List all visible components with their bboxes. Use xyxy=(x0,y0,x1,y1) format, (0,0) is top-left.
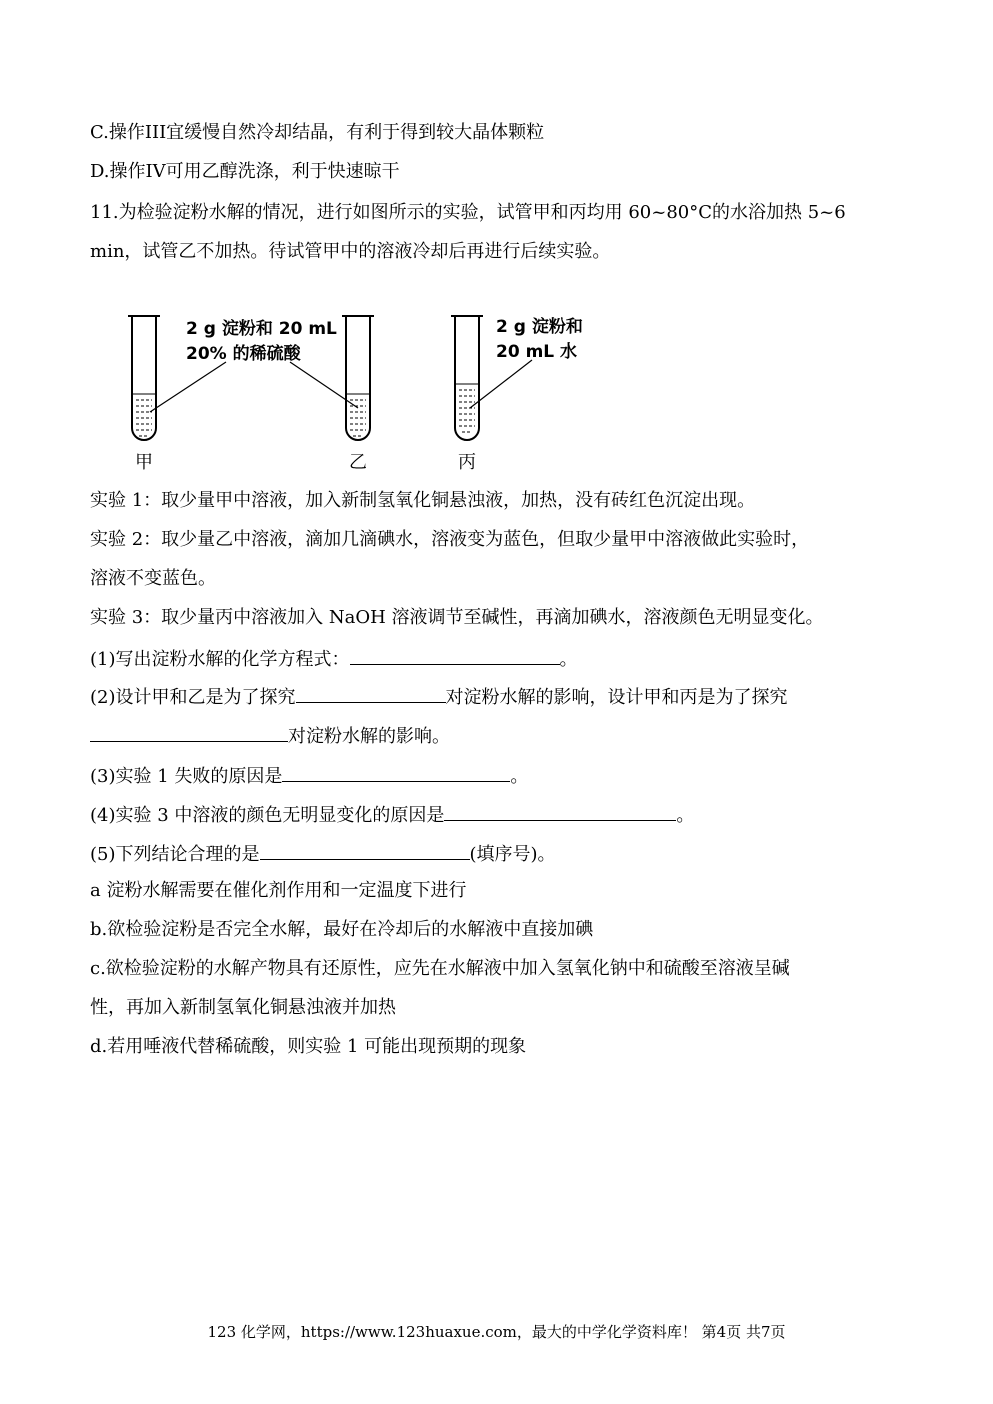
sub-question-3-text: (3)实验 1 失败的原因是 xyxy=(90,766,283,787)
answer-blank-5[interactable] xyxy=(260,841,470,860)
answer-blank-4[interactable] xyxy=(444,802,676,821)
sub-question-1-end: 。 xyxy=(559,649,578,670)
sub-question-4 xyxy=(90,802,694,828)
answer-blank-3[interactable] xyxy=(282,763,510,782)
test-tube-figure xyxy=(118,300,618,480)
experiment-1: 实验 1：取少量甲中溶液，加入新制氢氧化铜悬浊液，加热，没有砖红色沉淀出现。 xyxy=(90,490,756,511)
sub-question-2-line1 xyxy=(90,684,788,710)
experiment-3: 实验 3：取少量丙中溶液加入 NaOH 溶液调节至碱性，再滴加碘水，溶液颜色无明显变化。 xyxy=(90,607,824,628)
sub-question-4-text: (4)实验 3 中溶液的颜色无明显变化的原因是 xyxy=(90,805,445,826)
question-11-stem-line2: min，试管乙不加热。待试管甲中的溶液冷却后再进行后续实验。 xyxy=(90,241,611,262)
sub-question-1-text: (1)写出淀粉水解的化学方程式： xyxy=(90,649,350,670)
choice-c-line1: c.欲检验淀粉的水解产物具有还原性，应先在水解液中加入氢氧化钠中和硫酸至溶液呈碱 xyxy=(90,958,790,979)
choice-d: d.若用唾液代替稀硫酸，则实验 1 可能出现预期的现象 xyxy=(90,1036,527,1057)
tube-bing-glass xyxy=(451,316,483,440)
sub-question-1 xyxy=(90,646,578,672)
sub-question-4-end: 。 xyxy=(676,805,695,826)
choice-b: b.欲检验淀粉是否完全水解，最好在冷却后的水解液中直接加碘 xyxy=(90,919,594,940)
label-jia-line1: 2 g 淀粉和 20 mL xyxy=(186,319,337,339)
sub-question-3-end: 。 xyxy=(510,766,529,787)
answer-blank-1[interactable] xyxy=(350,646,560,665)
label-jia-line2: 20% 的稀硫酸 xyxy=(186,344,301,364)
label-bing-line1: 2 g 淀粉和 xyxy=(496,317,583,337)
sub-question-2-middle: 对淀粉水解的影响，设计甲和丙是为了探究 xyxy=(445,687,788,708)
choice-c-line2: 性，再加入新制氢氧化铜悬浊液并加热 xyxy=(90,997,396,1018)
answer-blank-2a[interactable] xyxy=(296,684,446,703)
tube-name-jia: 甲 xyxy=(135,452,153,473)
sub-question-2-end: 对淀粉水解的影响。 xyxy=(288,726,450,747)
tube-name-bing: 丙 xyxy=(458,452,476,473)
choice-a: a 淀粉水解需要在催化剂作用和一定温度下进行 xyxy=(90,880,467,901)
sub-question-3 xyxy=(90,763,528,789)
sub-question-5 xyxy=(90,841,556,867)
sub-question-5-text: (5)下列结论合理的是 xyxy=(90,844,260,865)
page-footer: 123 化学网，https://www.123huaxue.com，最大的中学化学资料库！ 第4页 共7页 xyxy=(207,1323,786,1341)
label-leader-lines xyxy=(150,360,532,412)
option-c: C.操作III宜缓慢自然冷却结晶，有利于得到较大晶体颗粒 xyxy=(90,122,545,143)
tube-jia-liquid xyxy=(132,394,156,436)
tube-yi-glass xyxy=(342,316,374,440)
option-d: D.操作IV可用乙醇洗涤，利于快速晾干 xyxy=(90,161,400,182)
answer-blank-2b[interactable] xyxy=(90,723,288,742)
tube-bing-liquid xyxy=(455,384,479,432)
question-11-stem-line1: 11.为检验淀粉水解的情况，进行如图所示的实验，试管甲和丙均用 60~80°C的水浴加热 5~6 xyxy=(90,202,846,223)
sub-question-2-line2 xyxy=(90,723,450,749)
label-bing-line2: 20 mL 水 xyxy=(496,342,578,362)
sub-question-5-end: (填序号)。 xyxy=(469,844,556,865)
tube-jia-glass xyxy=(128,316,160,440)
sub-question-2-text: (2)设计甲和乙是为了探究 xyxy=(90,687,296,708)
tube-yi-liquid xyxy=(346,394,370,436)
tube-name-yi: 乙 xyxy=(349,452,367,473)
experiment-2-line1: 实验 2：取少量乙中溶液，滴加几滴碘水，溶液变为蓝色，但取少量甲中溶液做此实验时， xyxy=(90,529,810,550)
experiment-2-line2: 溶液不变蓝色。 xyxy=(90,568,216,589)
